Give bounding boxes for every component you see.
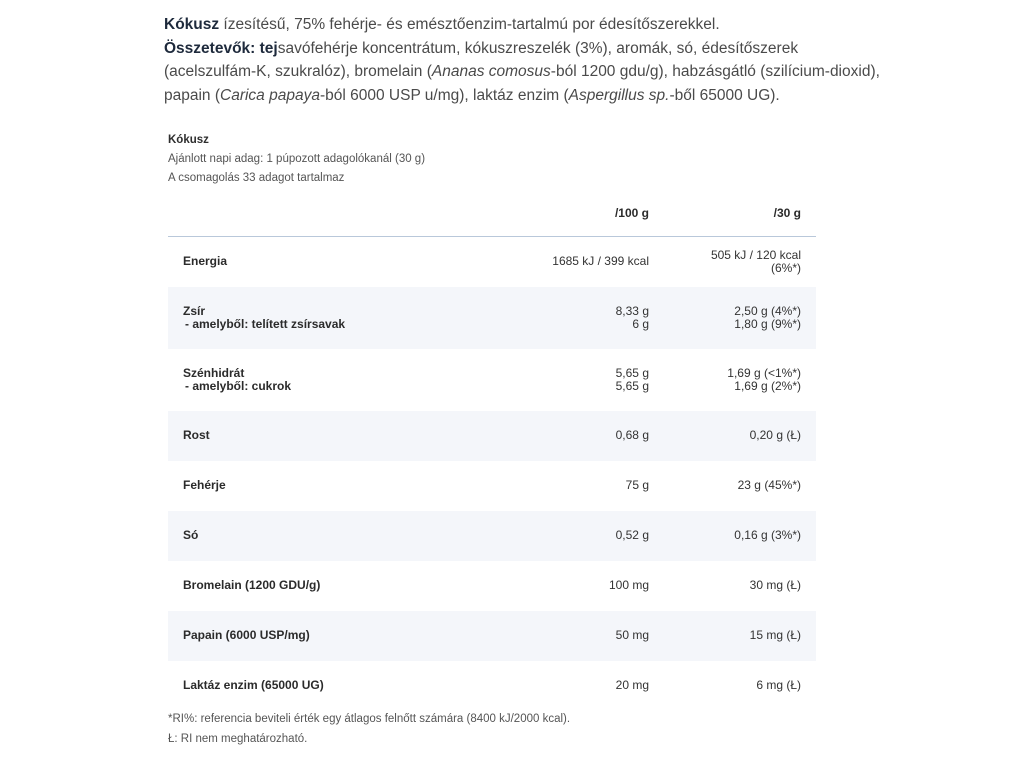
value-per-100g: 100 mg	[608, 578, 649, 592]
table-row	[168, 461, 816, 511]
value-per-100g: 75 g	[625, 478, 649, 492]
sub-value-per-100g: 6 g	[632, 316, 649, 331]
table-row	[168, 661, 816, 711]
value-per-100g: 50 mg	[434, 611, 664, 661]
value-per-30g: 30 mg (Ł)	[749, 578, 801, 592]
flavor-name: Kókusz	[164, 16, 220, 33]
table-row	[168, 237, 816, 287]
value-per-30g-cell	[664, 349, 816, 411]
footnote-not-determined: Ł: RI nem meghatározható.	[168, 733, 308, 745]
serving-info	[168, 131, 425, 188]
nutrient-subname: - amelyből: cukrok	[185, 378, 292, 393]
allergen-milk: tej	[259, 39, 278, 57]
header-name	[168, 190, 434, 237]
header-per-100g: /100 g	[434, 190, 664, 237]
value-per-30g: 0,16 g (3%*)	[664, 511, 816, 561]
value-per-30g: 15 mg (Ł)	[664, 611, 816, 661]
nutrient-name: Bromelain (1200 GDU/g)	[183, 578, 321, 592]
table-row	[168, 561, 816, 611]
product-description	[164, 13, 884, 107]
nutrient-name: Fehérje	[183, 478, 226, 492]
value-per-100g: 1685 kJ / 399 kcal	[552, 254, 649, 269]
ingredients-text-1: savófehérje koncentrátum, kókuszreszelék (3%), aromák, só, édesítőszerek (acelszulfám-K, szukralóz), bromelain (	[164, 39, 799, 80]
nutrient-cell	[168, 349, 434, 411]
ingredients-label: Összetevők:	[164, 39, 256, 57]
nutrient-name: Só	[168, 511, 434, 561]
nutrition-table	[168, 190, 816, 711]
ingredient-latin-1: Ananas comosus	[431, 63, 551, 80]
nutrient-name: Energia	[183, 254, 228, 269]
value-per-30g-cell	[664, 287, 816, 349]
value-per-30g: 6 mg (Ł)	[756, 678, 801, 692]
table-row	[168, 349, 816, 411]
ingredients-text-4: -ből 65000 UG).	[669, 86, 780, 104]
ingredients-text-2: -ból 1200 gdu/g), habzásgátló (szilícium-dioxid), papain (	[164, 63, 880, 104]
nutrient-name: Szénhidrát	[183, 365, 245, 380]
sub-value-per-100g: 5,65 g	[615, 378, 649, 393]
table-row	[168, 287, 816, 349]
flavor-description: ízesítésű, 75% fehérje- és emésztőenzim-tartalmú por édesítőszerekkel.	[219, 16, 720, 33]
table-row	[168, 511, 816, 561]
table-row	[168, 411, 816, 461]
serving-size: Ajánlott napi adag: 1 púpozott adagolókanál (30 g)	[168, 153, 426, 165]
value-per-30g: 0,20 g (Ł)	[664, 411, 816, 461]
value-per-100g: 0,52 g	[434, 511, 664, 561]
ingredients-text-3: -ból 6000 USP u/mg), laktáz enzim (	[319, 86, 569, 104]
nutrient-name: Zsír	[183, 303, 206, 318]
value-per-30g: 2,50 g (4%*)	[734, 303, 801, 318]
value-per-100g-cell	[434, 287, 664, 349]
nutrient-name: Rost	[168, 411, 434, 461]
header-per-30g: /30 g	[664, 190, 816, 237]
sub-value-per-30g: 1,69 g (2%*)	[734, 378, 801, 393]
table-header-row	[168, 190, 816, 237]
value-per-100g: 8,33 g	[615, 303, 649, 318]
value-per-30g: 505 kJ / 120 kcal (6%*)	[710, 247, 801, 275]
footnote-ri: *RI%: referencia beviteli érték egy átlagos felnőtt számára (8400 kJ/2000 kcal).	[168, 713, 571, 725]
value-per-100g-cell	[434, 349, 664, 411]
value-per-100g: 5,65 g	[615, 365, 649, 380]
sub-value-per-30g: 1,80 g (9%*)	[734, 316, 801, 331]
value-per-100g: 0,68 g	[434, 411, 664, 461]
value-per-30g: 1,69 g (<1%*)	[727, 365, 801, 380]
ingredient-latin-2: Carica papaya	[220, 86, 320, 104]
ingredients-paragraph	[164, 37, 884, 108]
nutrient-name: Papain (6000 USP/mg)	[168, 611, 434, 661]
value-per-30g: 23 g (45%*)	[737, 478, 801, 492]
table-flavor-title: Kókusz	[168, 134, 209, 146]
ingredient-latin-3: Aspergillus sp.	[568, 86, 670, 104]
nutrient-cell	[168, 287, 434, 349]
nutrient-name: Laktáz enzim (65000 UG)	[183, 678, 324, 692]
servings-per-package: A csomagolás 33 adagot tartalmaz	[168, 172, 345, 184]
flavor-line	[164, 13, 884, 37]
footnotes	[168, 709, 570, 749]
value-per-100g: 20 mg	[615, 678, 649, 692]
nutrient-subname: - amelyből: telített zsírsavak	[185, 316, 346, 331]
table-row	[168, 611, 816, 661]
